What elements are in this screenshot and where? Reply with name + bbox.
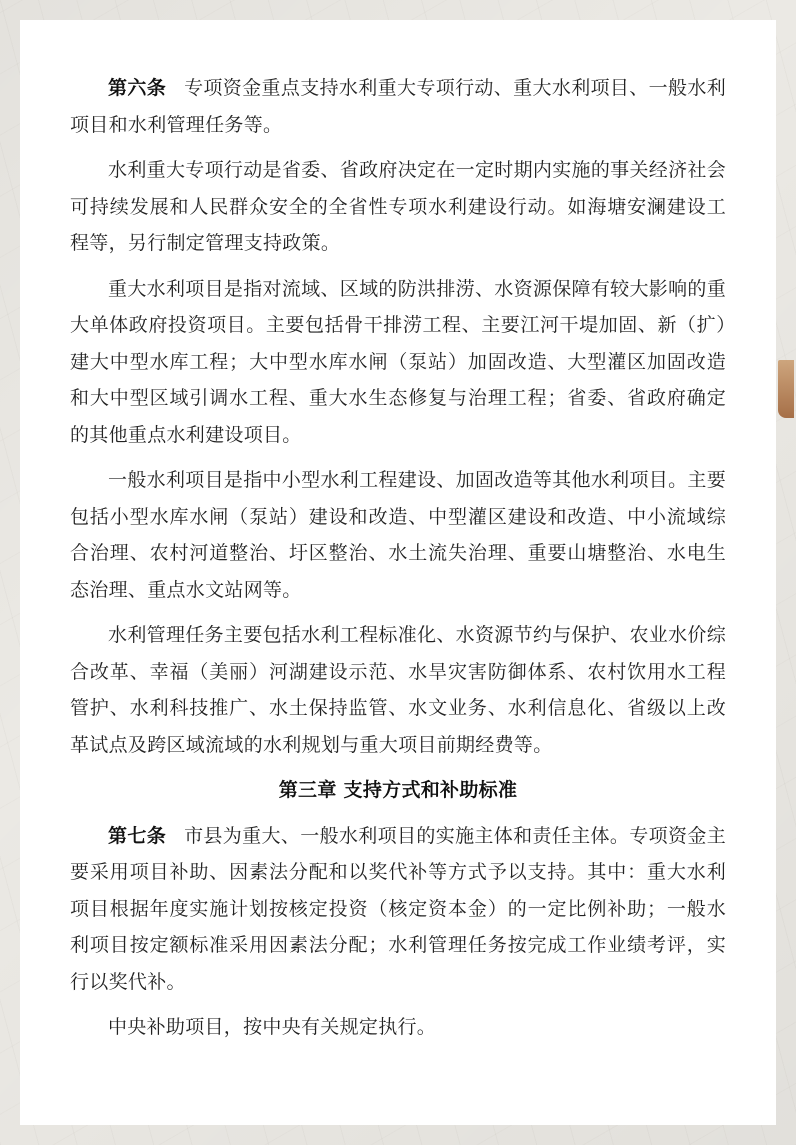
paragraph: 重大水利项目是指对流域、区域的防洪排涝、水资源保障有较大影响的重大单体政府投资项目。主要包括骨干排涝工程、主要江河干堤加固、新（扩）建大中型水库工程；大中型水库水闸（泵站）加固改造、大型灌区加固改造和大中型区域引调水工程、重大水生态修复与治理工程；省委、省政府确定的其他重点水利建设项目。 bbox=[70, 277, 726, 446]
chapter-heading: 第三章 支持方式和补助标准 bbox=[278, 779, 518, 801]
article-6-paragraph bbox=[70, 70, 726, 143]
paragraph: 水利管理任务主要包括水利工程标准化、水资源节约与保护、农业水价综合改革、幸福（美丽）河湖建设示范、水旱灾害防御体系、农村饮用水工程管护、水利科技推广、水土保持监管、水文业务、水利信息化、省级以上改革试点及跨区域流域的水利规划与重大项目前期经费等。 bbox=[70, 624, 726, 756]
paragraph-text: 市县为重大、一般水利项目的实施主体和责任主体。专项资金主要采用项目补助、因素法分配和以奖代补等方式予以支持。其中：重大水利项目根据年度实施计划按核定投资（核定资本金）的一定比例补助；一般水利项目按定额标准采用因素法分配；水利管理任务按完成工作业绩考评，实行以奖代补。 bbox=[70, 824, 726, 993]
paragraph: 中央补助项目，按中央有关规定执行。 bbox=[108, 1016, 437, 1038]
document-page bbox=[20, 20, 776, 1125]
article-label: 第七条 bbox=[108, 824, 167, 847]
paragraph: 水利重大专项行动是省委、省政府决定在一定时期内实施的事关经济社会可持续发展和人民群众安全的全省性专项水利建设行动。如海塘安澜建设工程等，另行制定管理支持政策。 bbox=[70, 159, 726, 254]
paragraph: 一般水利项目是指中小型水利工程建设、加固改造等其他水利项目。主要包括小型水库水闸（泵站）建设和改造、中型灌区建设和改造、中小流域综合治理、农村河道整治、圩区整治、水土流失治理、重要山塘整治、水电生态治理、重点水文站网等。 bbox=[70, 469, 726, 601]
document-content bbox=[70, 70, 726, 1055]
background-decoration bbox=[778, 360, 794, 418]
article-7-paragraph bbox=[70, 818, 726, 1001]
paragraph-text: 专项资金重点支持水利重大专项行动、重大水利项目、一般水利项目和水利管理任务等。 bbox=[70, 77, 726, 136]
article-label: 第六条 bbox=[108, 77, 167, 99]
